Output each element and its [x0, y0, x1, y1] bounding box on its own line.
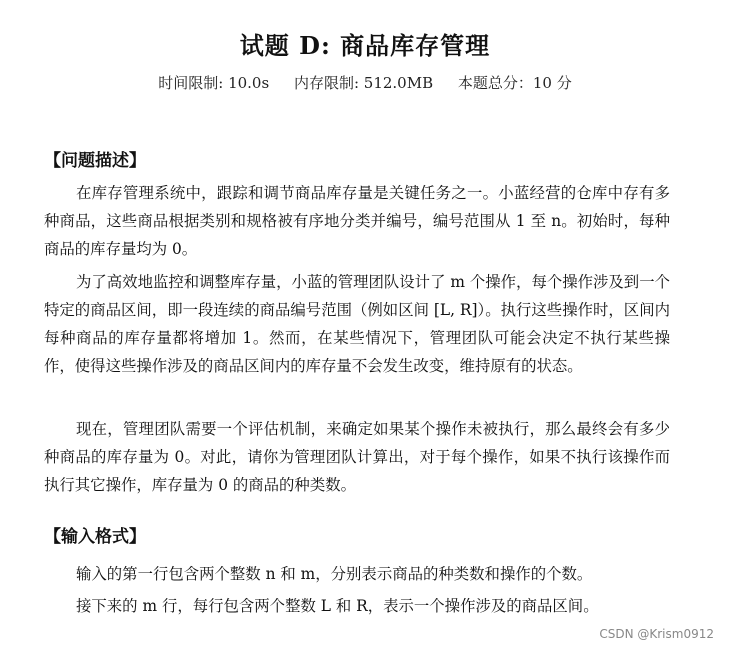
- input-text-1: 输入的第一行包含两个整数 n 和 m，分别表示商品的种类数和操作的个数。: [76, 565, 593, 583]
- section-heading-description: 【问题描述】: [44, 151, 146, 171]
- problem-title: 试题 D: 商品库存管理: [239, 31, 491, 60]
- description-text-1: 在库存管理系统中，跟踪和调节商品库存量是关键任务之一。小蓝经营的仓库中存有多种商品，这些商品根据类别和规格被有序地分类并编号，编号范围从 1 至 n。初始时，每种商品的库存量均为 0。: [44, 184, 670, 258]
- problem-meta: [0, 72, 730, 93]
- csdn-watermark: CSDN @Krism0912: [599, 627, 714, 641]
- description-paragraph-3: [44, 415, 670, 499]
- description-paragraph-2: [44, 268, 670, 380]
- description-paragraph-1: [44, 179, 670, 263]
- description-text-2: 为了高效地监控和调整库存量，小蓝的管理团队设计了 m 个操作，每个操作涉及到一个特定的商品区间，即一段连续的商品编号范围（例如区间 [L, R]）。执行这些操作时，区间内每种商品的库存量都将增加 1。然而，在某些情况下，管理团队可能会决定不执行某些操作，使得这些操作涉及的商品区间内的库存量不会发生改变，维持原有的状态。: [44, 273, 670, 375]
- total-score: 本题总分：10 分: [457, 74, 572, 92]
- memory-limit: 内存限制: 512.0MB: [293, 74, 434, 92]
- description-text-3: 现在，管理团队需要一个评估机制，来确定如果某个操作未被执行，那么最终会有多少种商品的库存量为 0。对此，请你为管理团队计算出，对于每个操作，如果不执行该操作而执行其它操作，库存量为 0 的商品的种类数。: [44, 420, 670, 494]
- input-text-2: 接下来的 m 行，每行包含两个整数 L 和 R，表示一个操作涉及的商品区间。: [76, 597, 599, 615]
- input-paragraph-2: [44, 592, 670, 620]
- time-limit: 时间限制: 10.0s: [158, 74, 270, 92]
- input-paragraph-1: [44, 560, 670, 588]
- section-heading-input: 【输入格式】: [44, 527, 146, 547]
